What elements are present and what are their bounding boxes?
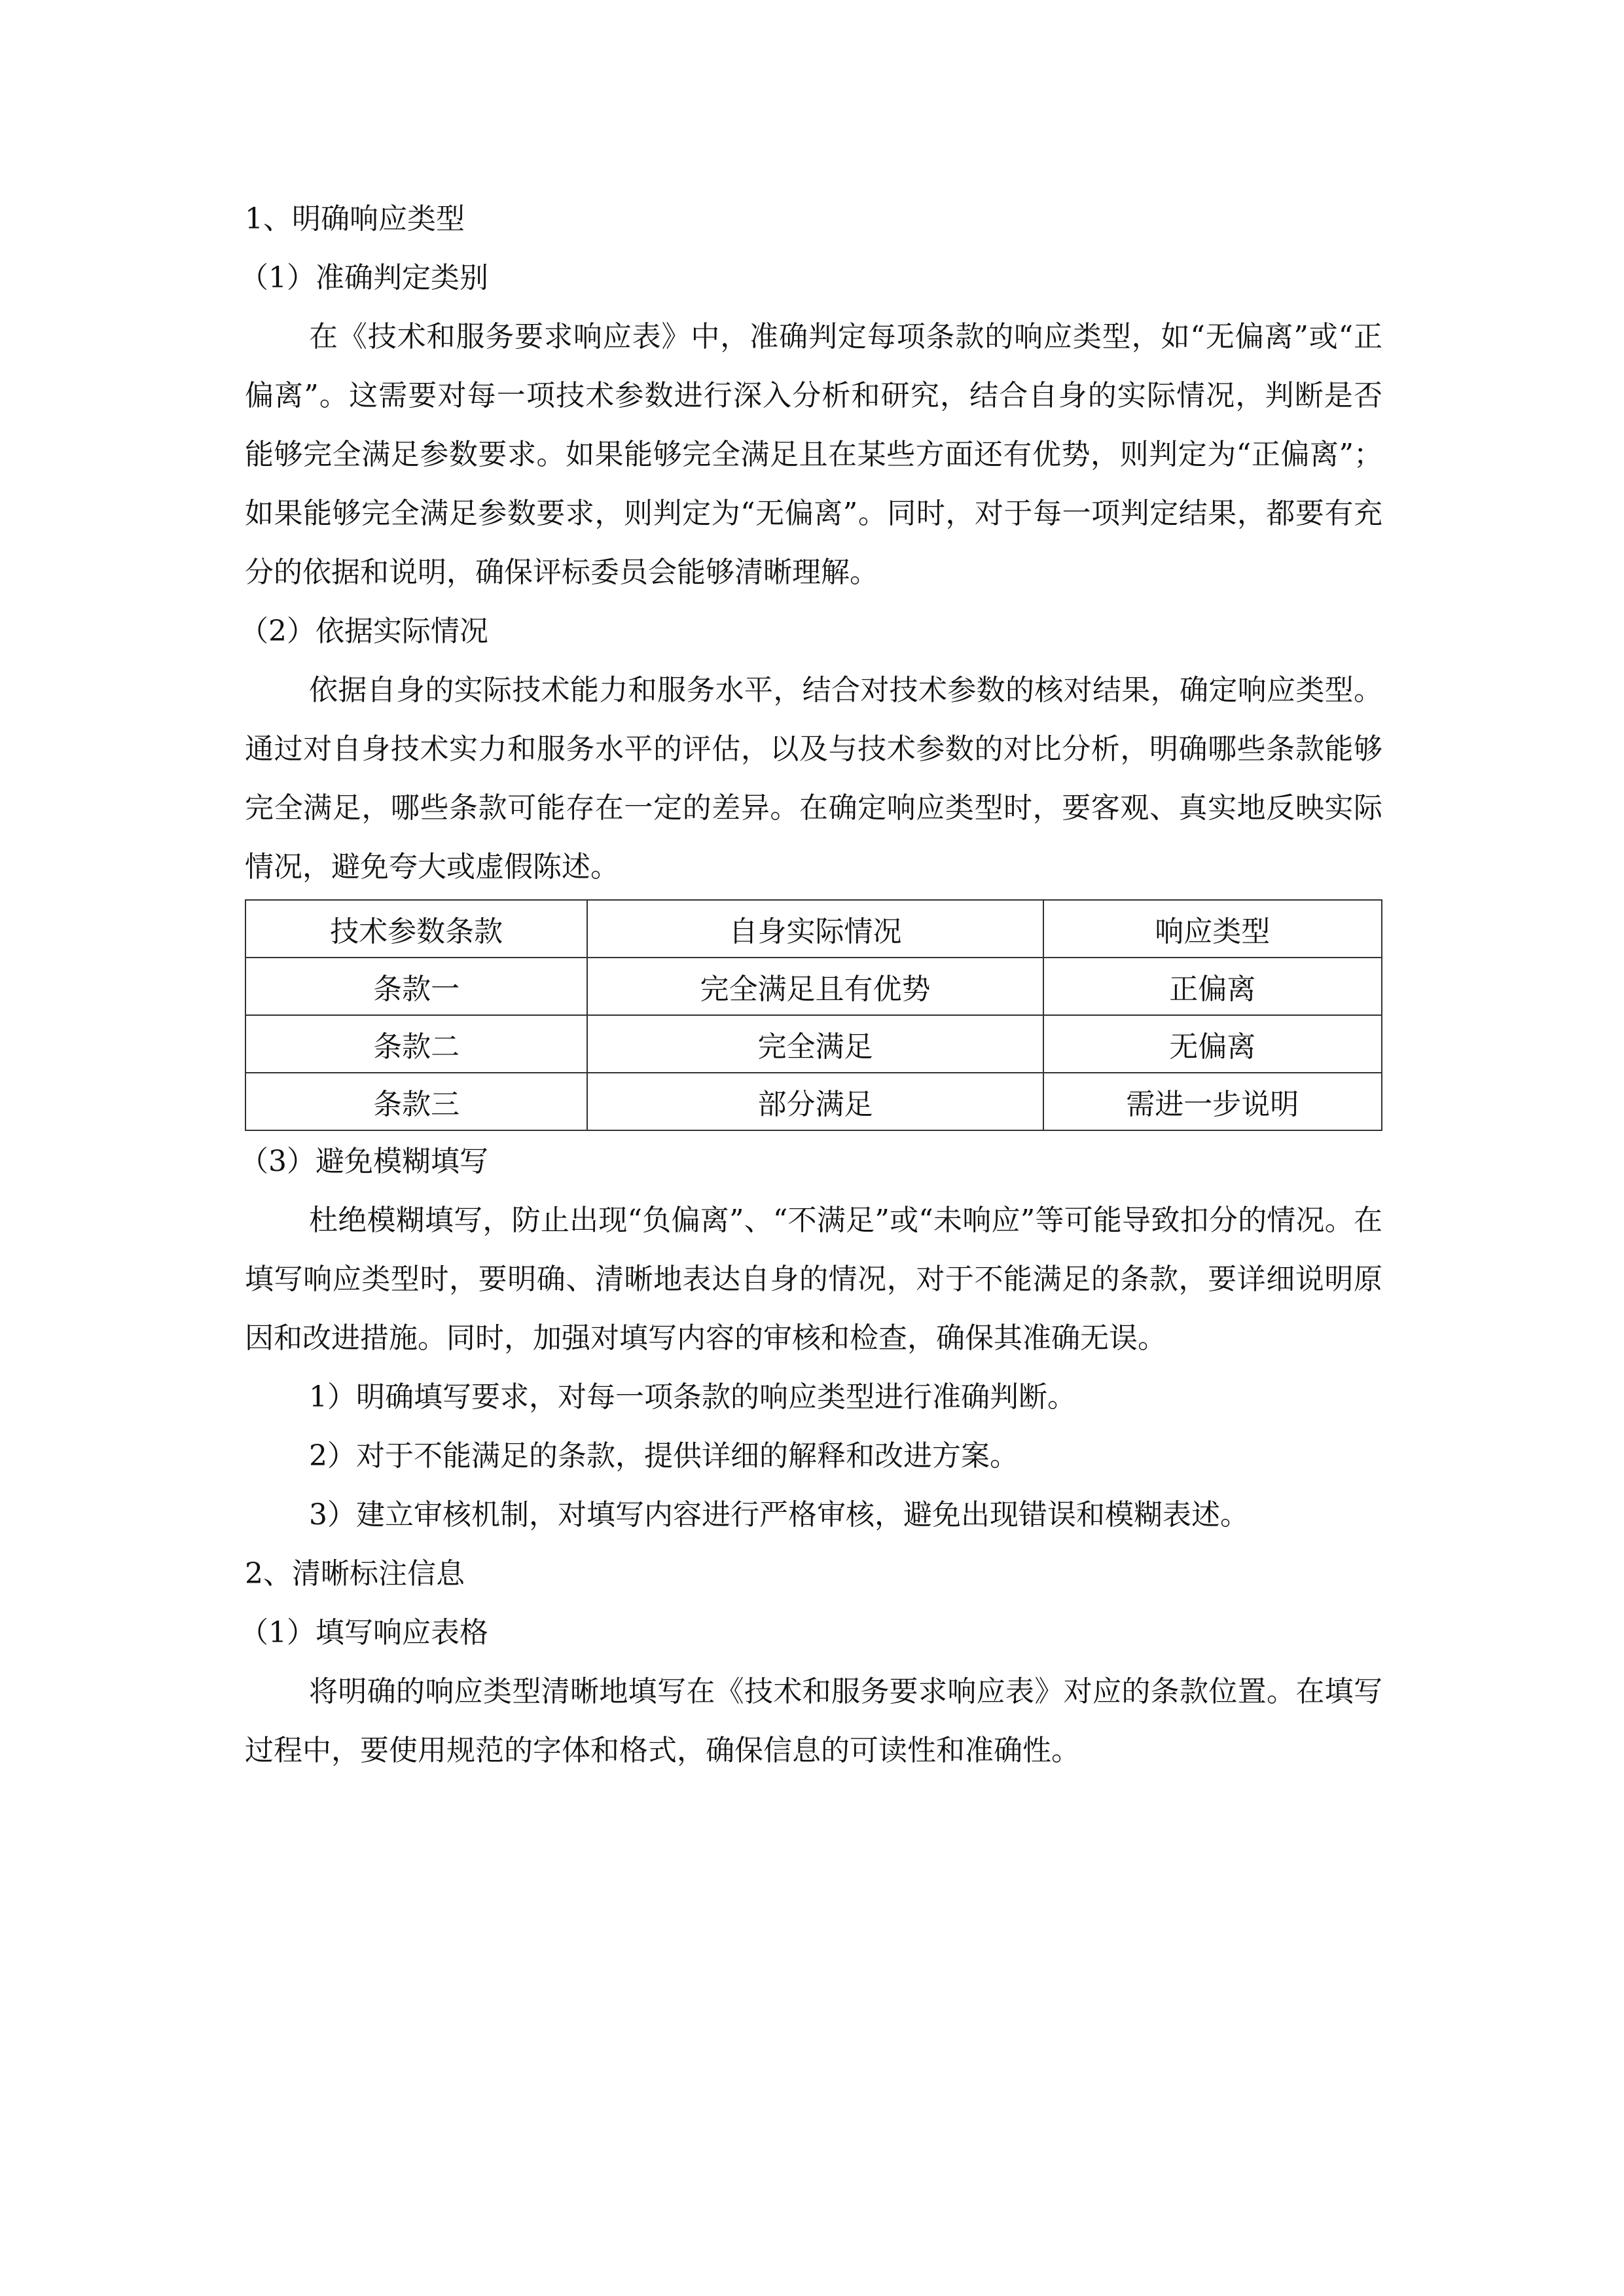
table-row (245, 958, 1382, 1015)
list-item: 3）建立审核机制，对填写内容进行严格审核，避免出现错误和模糊表述。 (309, 1498, 1249, 1532)
table-cell: 条款二 (245, 1015, 587, 1073)
table-cell: 完全满足 (587, 1015, 1043, 1073)
response-type-table (245, 899, 1382, 1131)
subsection-1-1-paragraph: 在《技术和服务要求响应表》中，准确判定每项条款的响应类型，如“无偏离”或“正偏离”。这需要对每一项技术参数进行深入分析和研究，结合自身的实际情况，判断是否能够完全满足参数要求。如果能够完全满足且在某些方面还有优势，则判定为“正偏离”；如果能够完全满足参数要求，则判定为“无偏离”。同时，对于每一项判定结果，都要有充分的依据和说明，确保评标委员会能够清晰理解。 (245, 320, 1382, 589)
subsection-2-1-title: （1）填写响应表格 (240, 1616, 488, 1649)
table-header-cell: 技术参数条款 (245, 900, 587, 958)
table-cell: 完全满足且有优势 (587, 958, 1043, 1015)
table-cell: 条款一 (245, 958, 587, 1015)
table-row (245, 1015, 1382, 1073)
list-item: 2）对于不能满足的条款，提供详细的解释和改进方案。 (309, 1439, 1019, 1473)
subsection-1-2-title: （2）依据实际情况 (240, 615, 488, 648)
table-cell: 部分满足 (587, 1073, 1043, 1130)
table-header-cell: 响应类型 (1043, 900, 1382, 958)
table-cell: 条款三 (245, 1073, 587, 1130)
subsection-1-1-title: （1）准确判定类别 (240, 261, 488, 295)
table-cell: 无偏离 (1043, 1015, 1382, 1073)
subsection-1-3-title: （3）避免模糊填写 (240, 1145, 488, 1178)
table-cell: 需进一步说明 (1043, 1073, 1382, 1130)
subsection-1-3-paragraph: 杜绝模糊填写，防止出现“负偏离”、“不满足”或“未响应”等可能导致扣分的情况。在填写响应类型时，要明确、清晰地表达自身的情况，对于不能满足的条款，要详细说明原因和改进措施。同时，加强对填写内容的审核和检查，确保其准确无误。 (245, 1204, 1382, 1355)
table-row (245, 1073, 1382, 1130)
subsection-1-2-paragraph: 依据自身的实际技术能力和服务水平，结合对技术参数的核对结果，确定响应类型。通过对自身技术实力和服务水平的评估，以及与技术参数的对比分析，明确哪些条款能够完全满足，哪些条款可能存在一定的差异。在确定响应类型时，要客观、真实地反映实际情况，避免夸大或虚假陈述。 (245, 673, 1382, 884)
list-item: 1）明确填写要求，对每一项条款的响应类型进行准确判断。 (309, 1380, 1076, 1414)
table-header-cell: 自身实际情况 (587, 900, 1043, 958)
table-cell: 正偏离 (1043, 958, 1382, 1015)
document-page (240, 190, 1382, 1780)
section-2-title: 2、清晰标注信息 (245, 1557, 465, 1590)
subsection-2-1-paragraph: 将明确的响应类型清晰地填写在《技术和服务要求响应表》对应的条款位置。在填写过程中，要使用规范的字体和格式，确保信息的可读性和准确性。 (245, 1675, 1382, 1767)
table-header-row (245, 900, 1382, 958)
section-1-title: 1、明确响应类型 (245, 202, 465, 236)
